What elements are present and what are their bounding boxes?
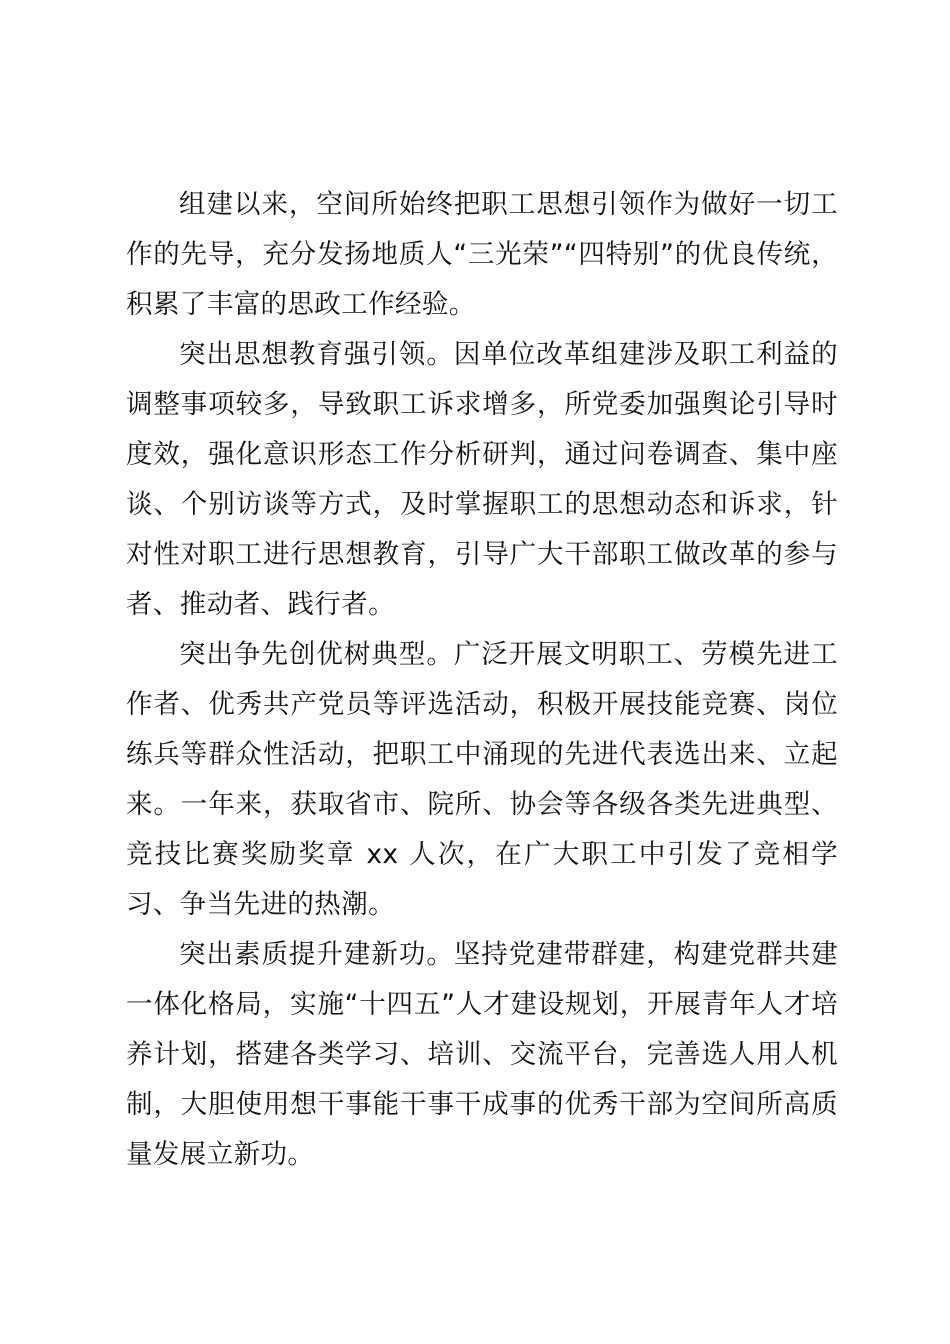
document-body [126,180,838,1180]
paragraph-ideological-education: 突出思想教育强引领。因单位改革组建涉及职工利益的调整事项较多，导致职工诉求增多，所党委加强舆论引导时度效，强化意识形态工作分析研判，通过问卷调查、集中座谈、个别访谈等方式，及时掌握职工的思想动态和诉求，针对性对职工进行思想教育，引导广大干部职工做改革的参与者、推动者、践行者。 [126,339,838,620]
paragraph-intro: 组建以来，空间所始终把职工思想引领作为做好一切工作的先导，充分发扬地质人“三光荣”“四特别”的优良传统，积累了丰富的思政工作经验。 [126,189,838,320]
paragraph-role-models: 突出争先创优树典型。广泛开展文明职工、劳模先进工作者、优秀共产党员等评选活动，积极开展技能竞赛、岗位练兵等群众性活动，把职工中涌现的先进代表选出来、立起来。一年来，获取省市、院所、协会等各级各类先进典型、竞技比赛奖励奖章 xx 人次，在广大职工中引发了竞相学习、争当先进的热潮。 [126,639,838,920]
paragraph-quality-improvement: 突出素质提升建新功。坚持党建带群建，构建党群共建一体化格局，实施“十四五”人才建设规划，开展青年人才培养计划，搭建各类学习、培训、交流平台，完善选人用人机制，大胆使用想干事能干事干成事的优秀干部为空间所高质量发展立新功。 [126,939,838,1170]
